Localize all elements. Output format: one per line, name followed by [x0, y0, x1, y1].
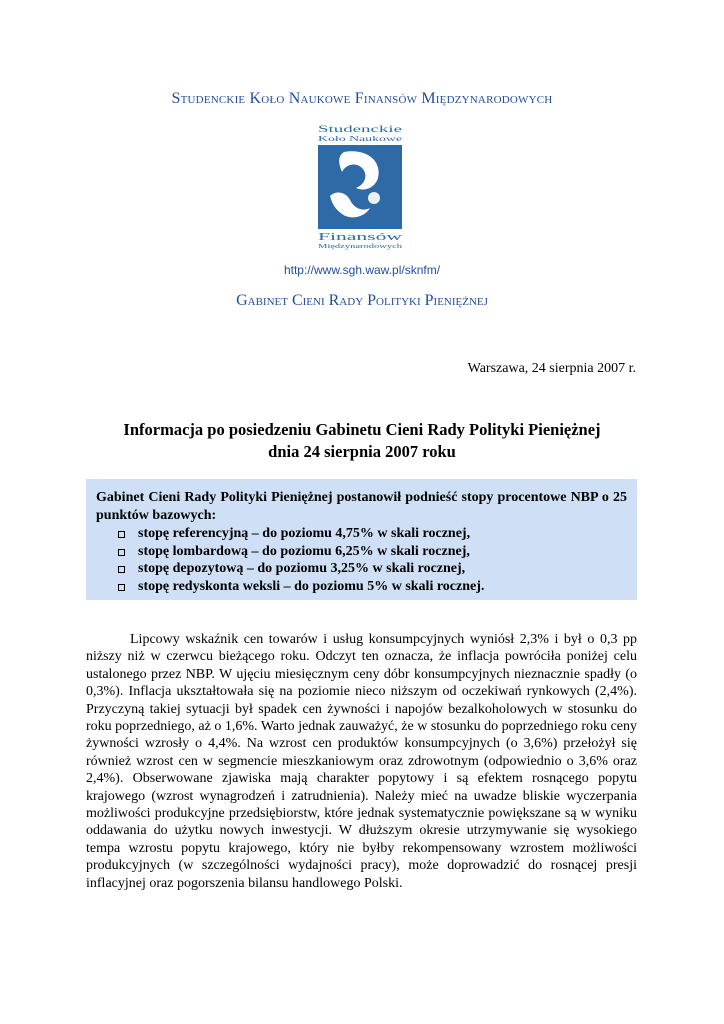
- rate-item-deposit: [118, 560, 627, 578]
- logo-bottom-line1: Finansów: [318, 232, 404, 243]
- body-paragraph: [86, 631, 637, 892]
- rate-item-label: stopę referencyjną – do poziomu 4,75% w skali rocznej,: [138, 526, 471, 541]
- rate-item-lombard: [118, 543, 627, 561]
- logo-top-line2: Koło Naukowe: [318, 135, 402, 143]
- checkbox-bullet-icon: [118, 584, 125, 591]
- decision-intro: Gabinet Cieni Rady Polityki Pieniężnej postanowił podnieść stopy procentowe NBP o 25 punktów bazowych:: [96, 490, 627, 523]
- body-paragraph-text: Lipcowy wskaźnik cen towarów i usług konsumpcyjnych wyniósł 2,3% i był o 0,3 pp niższy niż w czerwcu bieżącego roku. Odczyt ten oznacza, że inflacja powróciła poniżej celu ustalonego przez NBP. W ujęciu miesięcznym ceny dóbr konsumpcyjnych nieznacznie spadły (o 0,3%). Inflacja ukształtowała się na poziomie nieco niższym od oczekiwań rynkowych (2,4%). Przyczyną takiej sytuacji był spadek cen żywności i napojów bezalkoholowych w stosunku do roku poprzedniego, aż o 1,6%. Warto jednak zauważyć, że w stosunku do poprzedniego roku ceny żywności wzrosły o 4,4%. Na wzrost cen produktów konsumpcyjnych (o 3,6%) przełożył się również wzrost cen w segmencie mieszkaniowym oraz zdrowotnym (odpowiednio o 3,6% oraz 2,4%). Obserwowane zjawiska mają charakter popytowy i są efektem rosnącego popytu krajowego (wzrost wynagrodzeń i zatrudnienia). Należy mieć na uwadze bliskie wyczerpania możliwości produkcyjne przedsiębiorstw, które jednak systematycznie powiększane są w wyniku oddawania do użytku nowych inwestycji. W dłuższym okresie utrzymywanie się wysokiego tempa wzrostu popytu krajowego, który nie byłby rekompensowany wzrostem możliwości produkcyjnych (w szczególności wydajności pracy), może doprowadzić do rosnącej presji inflacyjnej oraz pogorszenia bilansu handlowego Polski.: [86, 632, 637, 891]
- rate-list: [96, 525, 627, 595]
- document-date: Warszawa, 24 sierpnia 2007 r.: [467, 361, 636, 376]
- document-title-line2: dnia 24 sierpnia 2007 roku: [268, 442, 456, 461]
- checkbox-bullet-icon: [118, 549, 125, 556]
- document-title-line1: Informacja po posiedzeniu Gabinetu Cieni Rady Polityki Pieniężnej: [123, 420, 601, 439]
- logo-bottom-line2: Międzynarodowych: [318, 243, 404, 250]
- checkbox-bullet-icon: [118, 566, 125, 573]
- logo-top-line1: Studenckie: [318, 125, 402, 135]
- cabinet-title: Gabinet Cieni Rady Polityki Pieniężnej: [236, 292, 488, 309]
- document-title: [0, 419, 724, 463]
- rate-item-reference: [118, 525, 627, 543]
- website-url[interactable]: http://www.sgh.waw.pl/sknfm/: [283, 263, 441, 277]
- decision-box: [86, 479, 637, 600]
- sknfm-logo: [316, 122, 404, 250]
- rate-item-rediscount: [118, 578, 627, 596]
- logo-highlight-dot: [368, 192, 380, 204]
- rate-item-label: stopę lombardową – do poziomu 6,25% w skali rocznej,: [138, 543, 470, 559]
- checkbox-bullet-icon: [118, 531, 125, 538]
- rate-item-label: stopę depozytową – do poziomu 3,25% w skali rocznej,: [138, 561, 466, 576]
- org-title: Studenckie Koło Naukowe Finansów Międzynarodowych: [171, 90, 553, 107]
- rate-item-label: stopę redyskonta weksli – do poziomu 5% w skali rocznej.: [138, 578, 485, 594]
